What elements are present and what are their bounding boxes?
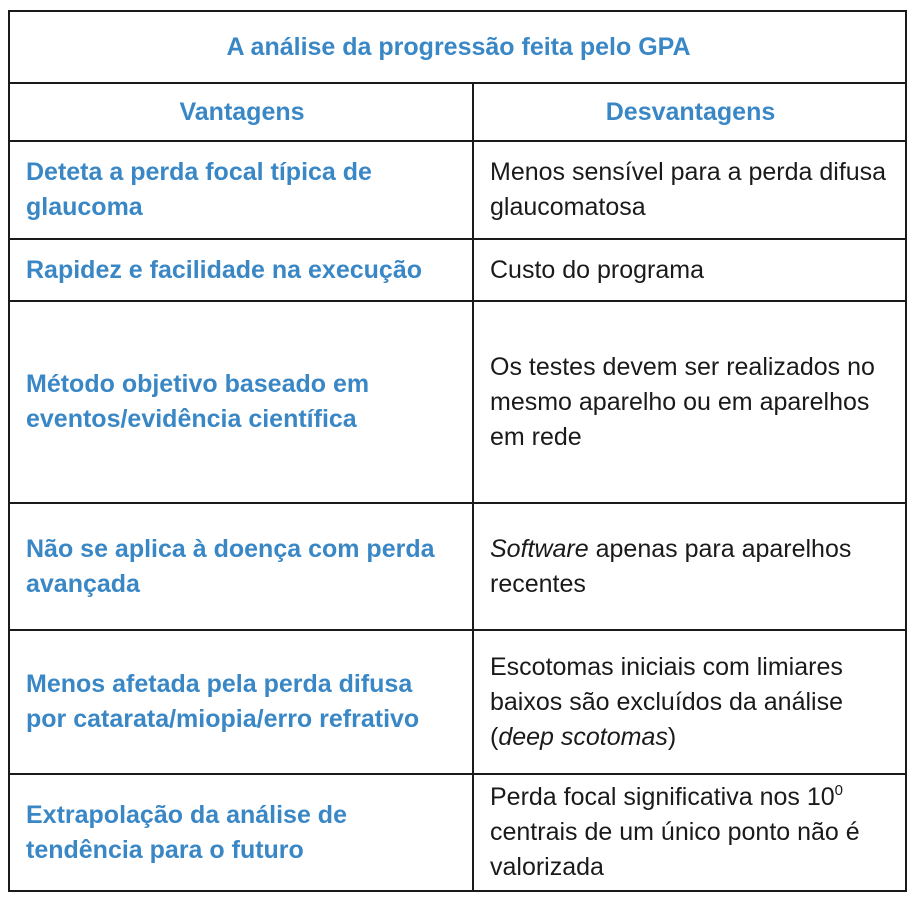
table-row <box>9 239 906 301</box>
disadvantage-cell: Menos sensível para a perda difusa glaucomatosa <box>473 141 906 239</box>
column-header-disadvantages: Desvantagens <box>473 83 906 141</box>
disadvantage-cell: Os testes devem ser realizados no mesmo aparelho ou em aparelhos em rede <box>473 301 906 503</box>
column-header-advantages: Vantagens <box>9 83 473 141</box>
degree-superscript: 0 <box>834 782 843 799</box>
disadvantage-cell <box>473 630 906 774</box>
disadvantage-cell <box>473 774 906 891</box>
title-row <box>9 11 906 83</box>
advantage-cell: Não se aplica à doença com perda avançada <box>9 503 473 630</box>
header-row <box>9 83 906 141</box>
disadvantage-text: apenas para aparelhos recentes <box>490 534 852 598</box>
advantage-cell: Menos afetada pela perda difusa por catarata/miopia/erro refrativo <box>9 630 473 774</box>
table-row <box>9 774 906 891</box>
gpa-comparison-table <box>8 10 907 892</box>
table-row <box>9 141 906 239</box>
disadvantage-cell: Custo do programa <box>473 239 906 301</box>
italic-term: deep scotomas <box>498 722 668 751</box>
italic-term: Software <box>490 534 589 563</box>
table-title: A análise da progressão feita pelo GPA <box>9 11 906 83</box>
disadvantage-text: Escotomas iniciais com limiares baixos são excluídos da análise ( <box>490 652 844 751</box>
table-row <box>9 301 906 503</box>
advantage-cell: Rapidez e facilidade na execução <box>9 239 473 301</box>
advantage-cell: Método objetivo baseado em eventos/evidência científica <box>9 301 473 503</box>
table-row <box>9 630 906 774</box>
closing-paren: ) <box>667 722 677 751</box>
table-row <box>9 503 906 630</box>
disadvantage-text-continued: centrais de um único ponto não é valorizada <box>490 818 860 881</box>
advantage-cell: Extrapolação da análise de tendência para o futuro <box>9 774 473 891</box>
disadvantage-text: Perda focal significativa nos 10 <box>490 783 835 811</box>
disadvantage-cell <box>473 503 906 630</box>
advantage-cell: Deteta a perda focal típica de glaucoma <box>9 141 473 239</box>
